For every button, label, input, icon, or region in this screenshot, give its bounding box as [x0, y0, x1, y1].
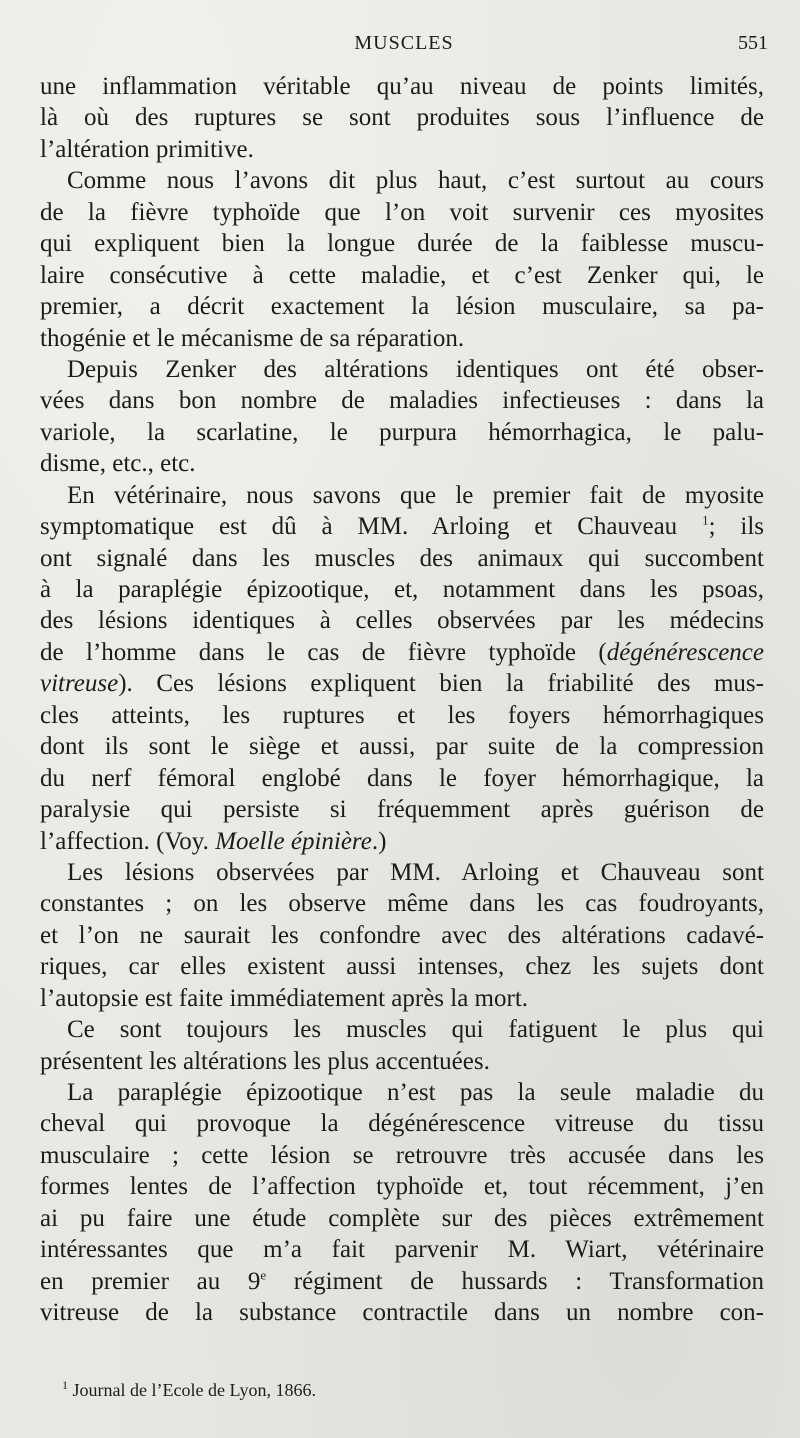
text-line: riques, car elles existent aussi intenses, chez les sujets dont [40, 953, 764, 981]
footnote-reference: 1 [702, 512, 709, 528]
text-line: vées dans bon nombre de maladies infectieuses : dans la [40, 387, 764, 415]
text-line: l’altération primitive. [40, 135, 254, 163]
text-line: dont ils sont le siège et aussi, par suite de la compression [40, 733, 764, 761]
text-line: variole, la scarlatine, le purpura hémorrhagica, le palu- [40, 418, 764, 446]
text-line: présentent les altérations les plus accentuées. [40, 1047, 490, 1075]
text-line: qui expliquent bien la longue durée de la faiblesse muscu- [40, 230, 764, 258]
text-line: paralysie qui persiste si fréquemment après guérison de [40, 796, 764, 824]
text-line [40, 637, 764, 668]
text-line: thogénie et le mécanisme de sa réparation. [40, 324, 465, 352]
running-title: MUSCLES [354, 32, 454, 54]
text-fragment: .) [371, 827, 387, 855]
text-line: intéressantes que m’a fait parvenir M. Wiart, vétérinaire [40, 1236, 764, 1264]
text-line: de la fièvre typhoïde que l’on voit survenir ces myosites [40, 198, 764, 226]
text-line: là où des ruptures se sont produites sous l’influence de [40, 104, 764, 132]
text-line: l’autopsie est faite immédiatement après la mort. [40, 984, 529, 1012]
text-line: à la paraplégie épizootique, et, notamment dans les psoas, [40, 576, 764, 603]
text-line: ai pu faire une étude complète sur des pièces extrêmement [40, 1204, 764, 1232]
text-fragment: en premier au 9 [40, 1267, 261, 1295]
text-line: premier, a décrit exactement la lésion musculaire, sa pa- [40, 293, 764, 321]
text-fragment: symptomatique est dû à MM. Arloing et Chauveau [40, 513, 678, 541]
footnote-marker: 1 [62, 1378, 68, 1392]
footnote-text: Journal de l’Ecole de Lyon, 1866. [72, 1380, 316, 1400]
text-line: Les lésions observées par MM. Arloing et Chauveau sont [67, 858, 764, 886]
text-line: En vétérinaire, nous savons que le premier fait de myosite [67, 481, 764, 509]
running-head [40, 32, 768, 60]
text-line: disme, etc., etc. [40, 450, 196, 478]
text-line: musculaire ; cette lésion se retrouvre très accusée dans les [40, 1141, 764, 1169]
text-line: des lésions identiques à celles observées par les médecins [40, 607, 764, 635]
text-line [40, 511, 764, 542]
text-fragment: ; ils [708, 513, 764, 541]
footnote [62, 1380, 316, 1401]
text-line: Ce sont toujours les muscles qui fatiguent le plus qui [67, 1016, 764, 1044]
text-fragment: l’affection. (Voy. [40, 827, 216, 855]
text-line: et l’on ne saurait les confondre avec des altérations cadavé- [40, 921, 764, 949]
page-number: 551 [738, 32, 768, 54]
text-fragment: de l’homme dans le cas de fièvre typhoïde ( [40, 638, 607, 666]
text-line [40, 826, 764, 857]
text-line: vitreuse de la substance contractile dans un nombre con- [40, 1299, 764, 1327]
italic-term: vitreuse [40, 670, 119, 698]
text-line: formes lentes de l’affection typhoïde et, tout récemment, j’en [40, 1173, 764, 1201]
text-line: du nerf fémoral englobé dans le foyer hémorrhagique, la [40, 764, 764, 792]
text-line: cheval qui provoque la dégénérescence vitreuse du tissu [40, 1110, 764, 1138]
text-line: laire consécutive à cette maladie, et c’est Zenker qui, le [40, 261, 764, 289]
text-line: constantes ; on les observe même dans les cas foudroyants, [40, 890, 764, 918]
text-fragment: régiment de hussards : Transformation [266, 1267, 764, 1295]
italic-term: Moelle épinière [215, 827, 372, 855]
ordinal-superscript: e [260, 1267, 267, 1283]
text-line [40, 1266, 764, 1297]
text-line: une inflammation véritable qu’au niveau de points limités, [40, 73, 764, 100]
text-line: La paraplégie épizootique n’est pas la seule maladie du [67, 1079, 764, 1106]
text-line: Comme nous l’avons dit plus haut, c’est surtout au cours [67, 167, 764, 195]
text-line: cles atteints, les ruptures et les foyers hémorrhagiques [40, 701, 764, 729]
body-text [40, 71, 764, 1329]
text-fragment: ). Ces lésions expliquent bien la friabilité des mus- [118, 670, 764, 698]
text-line [40, 668, 764, 699]
text-line: Depuis Zenker des altérations identiques ont été obser- [67, 355, 764, 383]
italic-term: dégénérescence [606, 638, 764, 666]
text-line: ont signalé dans les muscles des animaux qui succombent [40, 544, 764, 572]
